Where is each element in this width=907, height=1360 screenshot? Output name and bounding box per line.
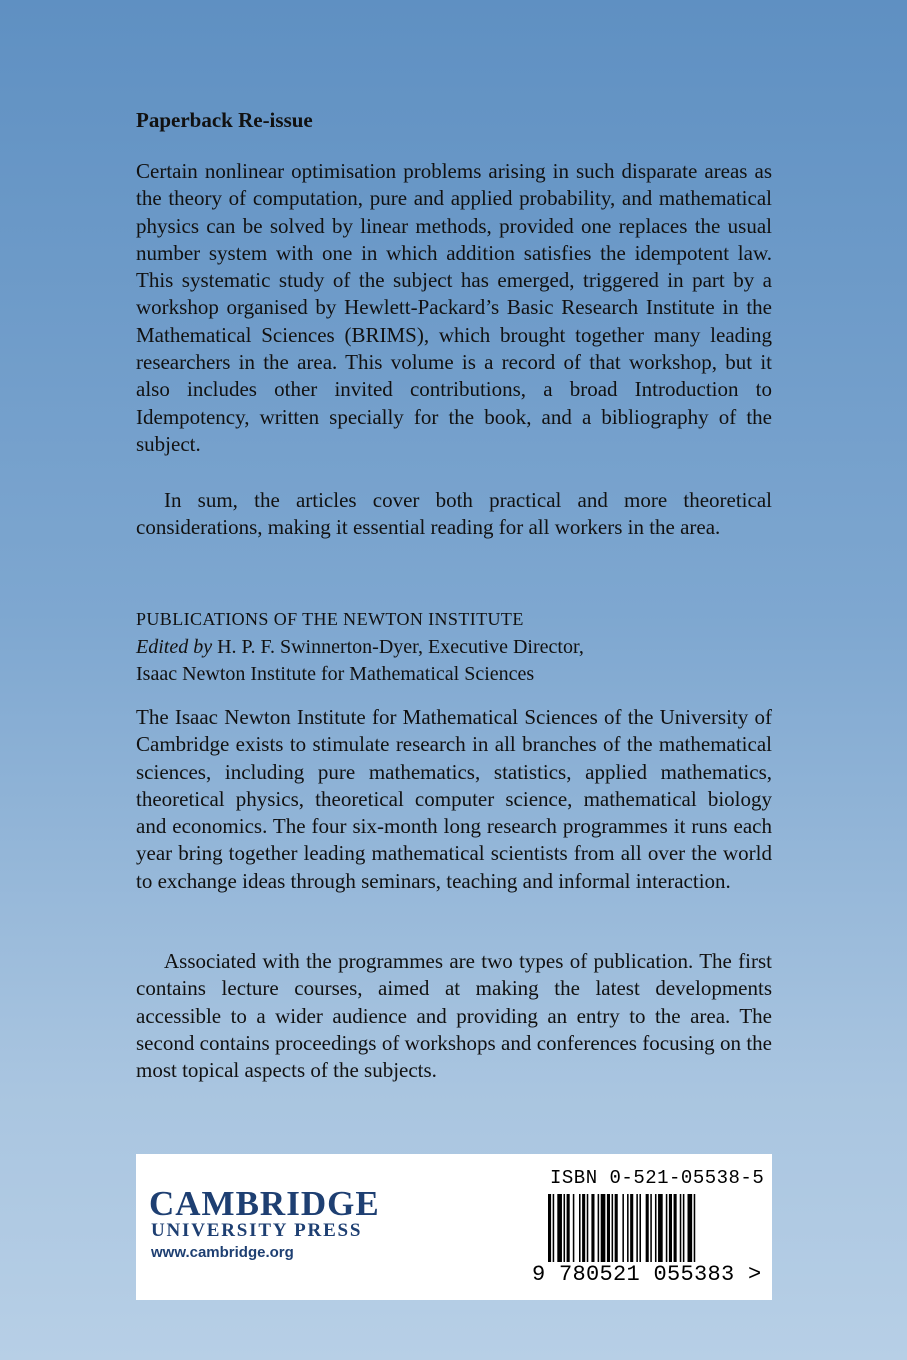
barcode-icon <box>548 1194 744 1262</box>
series-title: PUBLICATIONS OF THE NEWTON INSTITUTE <box>136 609 524 629</box>
book-summary: In sum, the articles cover both practical and more theoretical considerations, making it essential reading for all workers in the area. <box>136 488 772 540</box>
publisher-logo-name: CAMBRIDGE <box>149 1184 380 1223</box>
institute-description: The Isaac Newton Institute for Mathematical Sciences of the University of Cambridge exists to stimulate research in all branches of the mathematical sciences, including pure mathematics, statistics, applied mathematics, theoretical physics, theoretical computer science, mathematical biology and economics. The four six-month long research programmes it runs each year bring together leading mathematical scientists from all over the world to exchange ideas through seminars, teaching and informal interaction. <box>136 705 772 893</box>
reissue-heading: Paperback Re-issue <box>136 108 313 132</box>
publisher-logo-press: UNIVERSITY PRESS <box>151 1220 363 1241</box>
isbn-label: ISBN 0-521-05538-5 <box>550 1167 765 1189</box>
programmes-description: Associated with the programmes are two types of publication. The first contains lecture courses, aimed at making the latest developments accessible to a wider audience and providing an entry to the area. The second contains proceedings of workshops and conferences focusing on the most topical aspects of the subjects. <box>136 949 772 1083</box>
series-affiliation: Isaac Newton Institute for Mathematical Sciences <box>136 663 535 685</box>
series-editor-line <box>136 634 584 662</box>
series-info <box>136 606 584 689</box>
edited-by-label: Edited by <box>136 635 213 658</box>
book-description: Certain nonlinear optimisation problems arising in such disparate areas as the theory of computation, pure and applied probability, and mathematical physics can be solved by linear methods, provided one replaces the usual number system with one in which addition satisfies the idempotent law. This systematic study of the subject has emerged, triggered in part by a workshop organised by Hewlett-Packard’s Basic Research Institute in the Mathematical Sciences (BRIMS), which brought together many leading researchers in the area. This volume is a record of that workshop, but it also includes other invited contributions, a broad Introduction to Idempotency, written specially for the book, and a bibliography of the subject. <box>136 159 772 456</box>
barcode-number: 9 780521 055383 > <box>532 1262 762 1287</box>
series-editor: H. P. F. Swinnerton-Dyer, Executive Director, <box>217 635 584 658</box>
publisher-footer <box>136 1154 772 1300</box>
publisher-url: www.cambridge.org <box>151 1244 294 1261</box>
